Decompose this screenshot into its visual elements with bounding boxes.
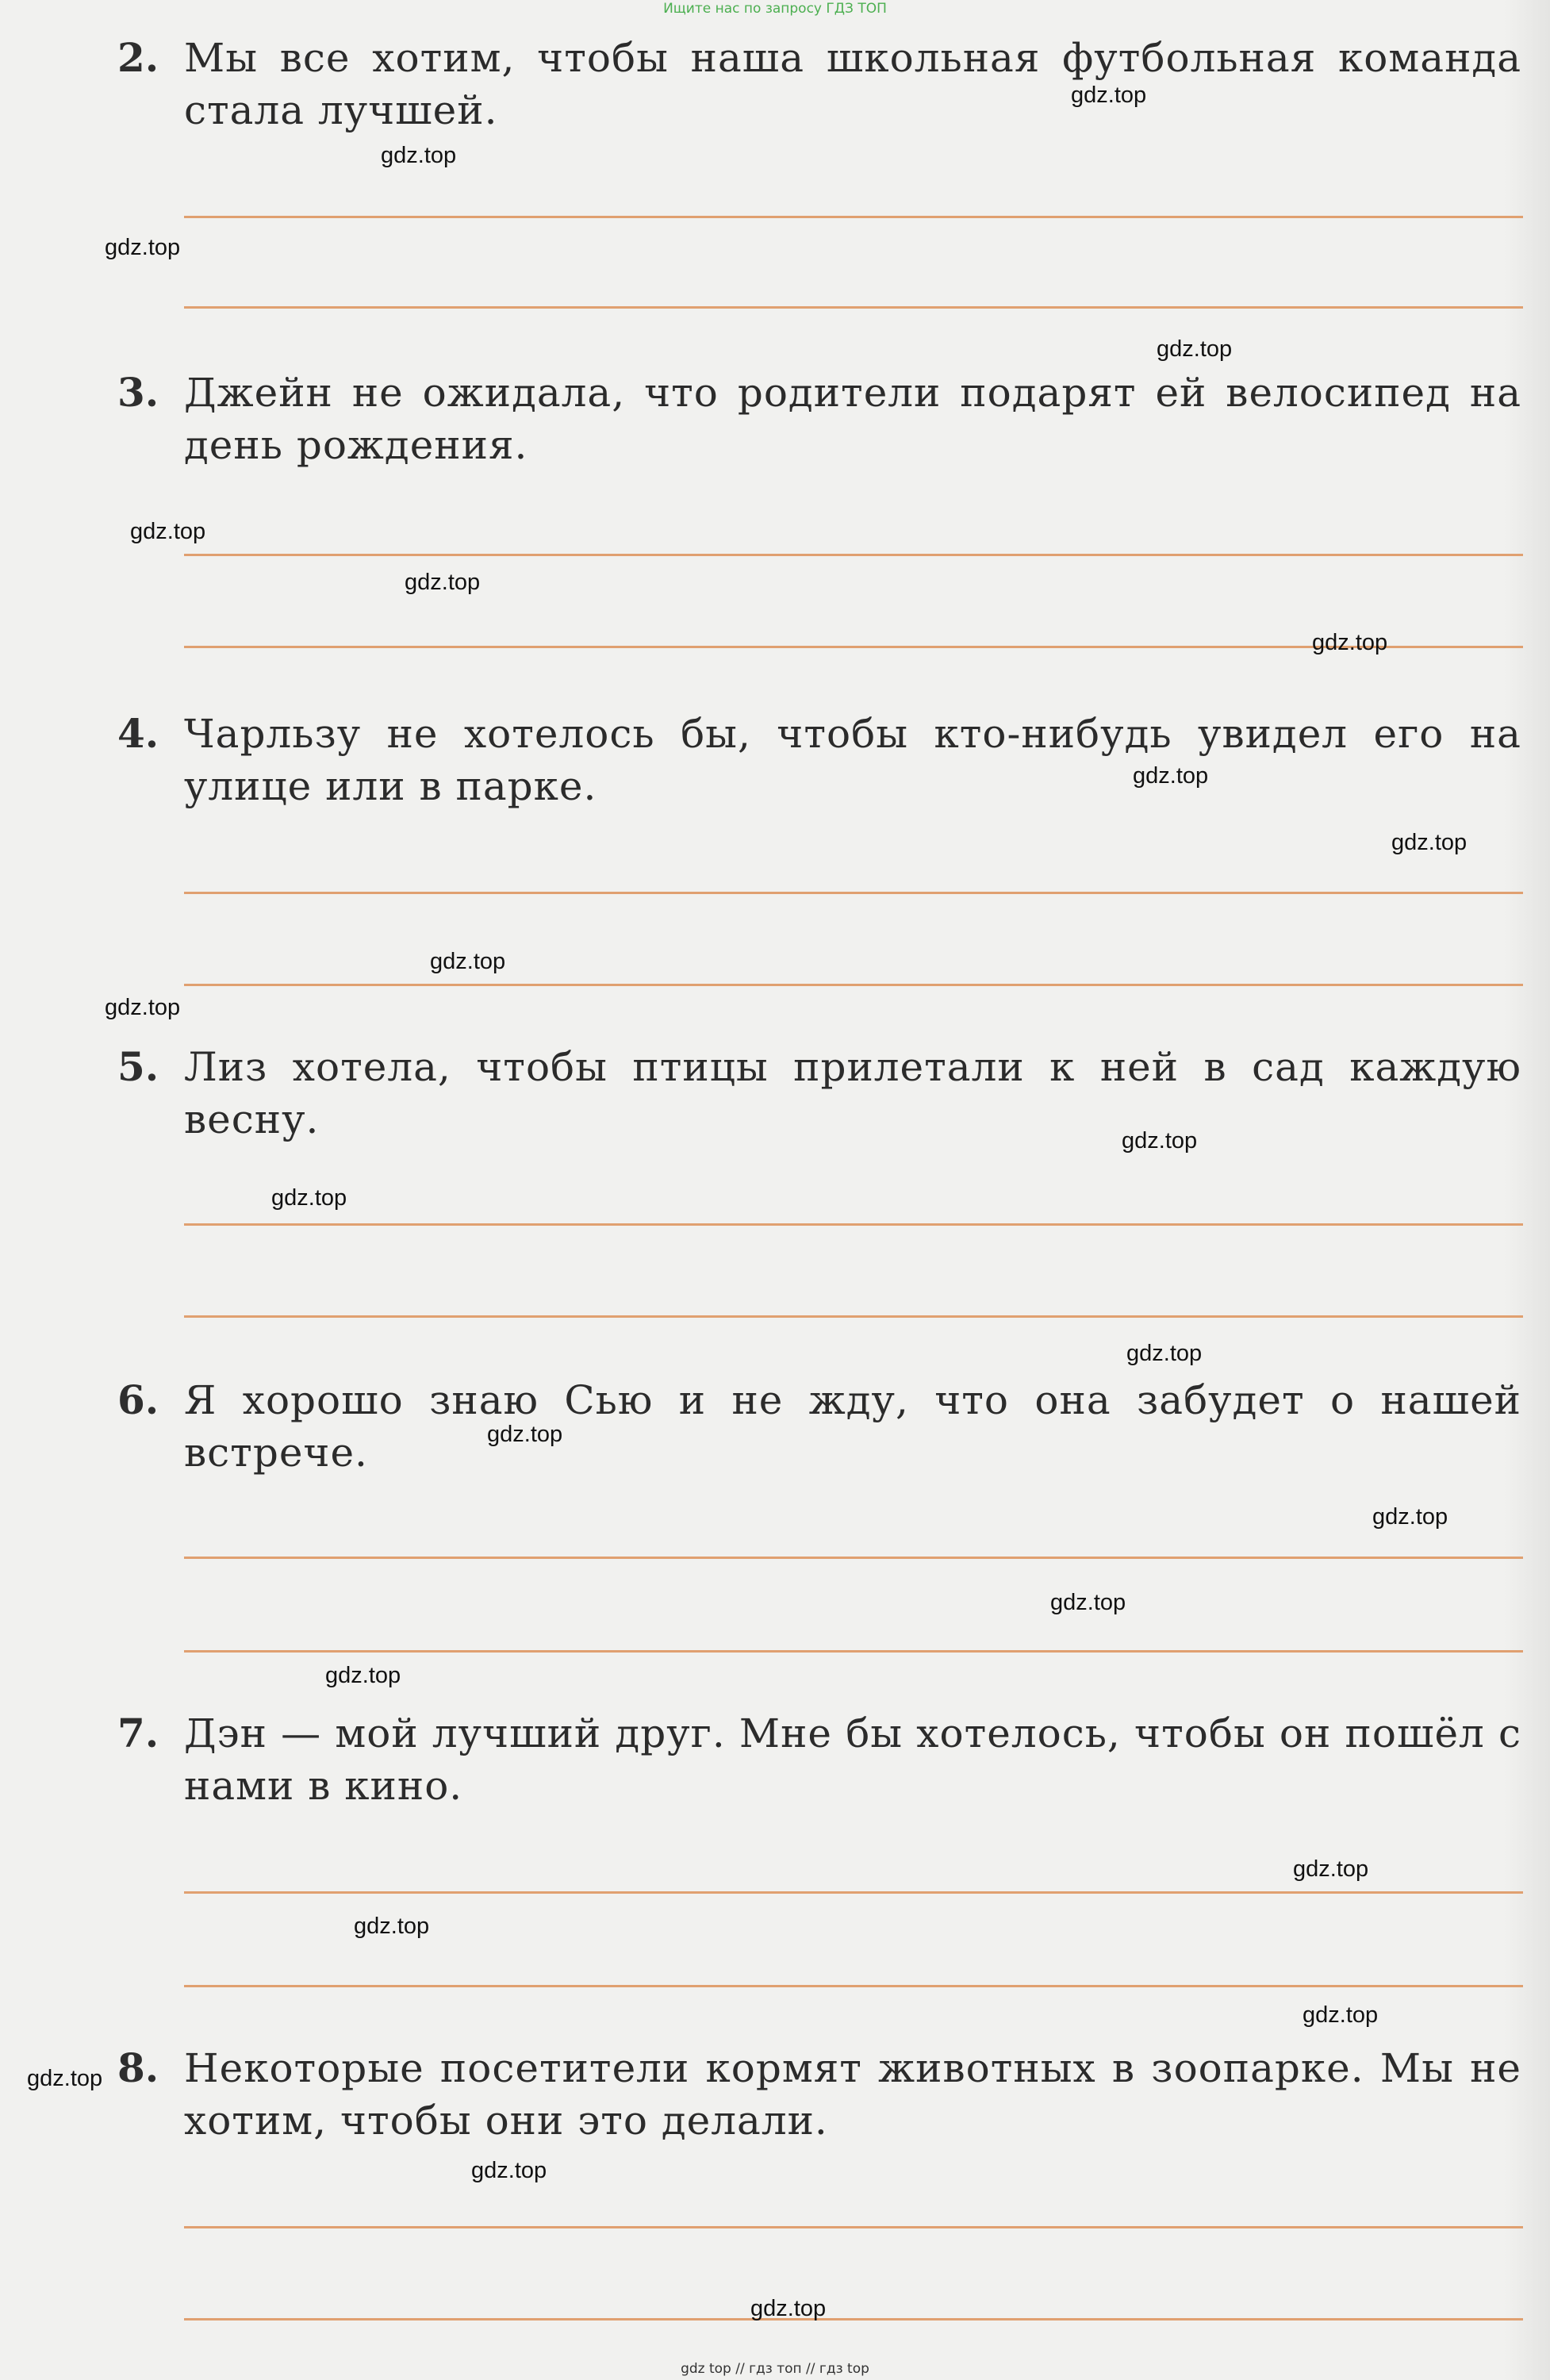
watermark: gdz.top [130, 519, 206, 544]
answer-line[interactable] [184, 1650, 1523, 1653]
watermark: gdz.top [381, 143, 457, 168]
page-edge-shadow [1504, 0, 1550, 2380]
answer-line[interactable] [184, 2226, 1523, 2228]
watermark: gdz.top [471, 2158, 547, 2183]
answer-line[interactable] [184, 892, 1523, 894]
answer-line[interactable] [184, 554, 1523, 556]
watermark: gdz.top [354, 1914, 430, 1939]
exercise-number: 2. [117, 34, 159, 81]
watermark: gdz.top [487, 1422, 563, 1447]
exercise-number: 7. [117, 1710, 159, 1756]
watermark: gdz.top [1157, 336, 1233, 362]
watermark: gdz.top [27, 2066, 103, 2091]
exercise-number: 6. [117, 1376, 159, 1423]
watermark: gdz.top [271, 1185, 347, 1211]
exercise-8 [117, 2042, 1521, 2147]
exercise-5 [117, 1041, 1521, 1146]
watermark: gdz.top [105, 235, 181, 260]
exercise-number: 3. [117, 369, 159, 416]
answer-line[interactable] [184, 1315, 1523, 1318]
footer-note: gdz top // гдз топ // гдз top [681, 2361, 869, 2377]
watermark: gdz.top [1126, 1341, 1203, 1366]
watermark: gdz.top [430, 949, 506, 974]
answer-line[interactable] [184, 1223, 1523, 1226]
exercise-2 [117, 32, 1521, 136]
exercise-6 [117, 1374, 1521, 1479]
answer-line[interactable] [184, 1557, 1523, 1559]
exercise-3 [117, 367, 1521, 471]
exercise-text: Я хорошо знаю Сью и не жду, что она забудет о нашей встрече. [184, 1377, 1521, 1476]
watermark: gdz.top [1312, 630, 1388, 655]
watermark: gdz.top [1391, 830, 1468, 855]
exercise-text: Джейн не ожидала, что родители подарят ей велосипед на день рождения. [184, 370, 1521, 468]
watermark: gdz.top [1122, 1128, 1198, 1154]
watermark: gdz.top [1293, 1856, 1369, 1882]
answer-line[interactable] [184, 2318, 1523, 2320]
watermark: gdz.top [105, 995, 181, 1020]
watermark: gdz.top [1372, 1504, 1448, 1530]
watermark: gdz.top [1133, 763, 1209, 789]
watermark: gdz.top [1050, 1590, 1126, 1615]
exercise-number: 4. [117, 710, 159, 757]
watermark: gdz.top [405, 570, 481, 595]
exercise-number: 8. [117, 2044, 159, 2091]
answer-line[interactable] [184, 1985, 1523, 1987]
answer-line[interactable] [184, 216, 1523, 218]
exercise-number: 5. [117, 1043, 159, 1090]
watermark: gdz.top [1071, 83, 1147, 108]
exercise-text: Мы все хотим, чтобы наша школьная футбольная команда стала лучшей. [184, 35, 1521, 133]
watermark: gdz.top [750, 2296, 827, 2321]
header-note: Ищите нас по запросу ГДЗ ТОП [663, 1, 887, 17]
watermark: gdz.top [1303, 2002, 1379, 2028]
answer-line[interactable] [184, 306, 1523, 309]
exercise-text: Дэн — мой лучший друг. Мне бы хотелось, чтобы он пошёл с нами в кино. [184, 1710, 1521, 1809]
answer-line[interactable] [184, 1891, 1523, 1894]
exercise-text: Чарльзу не хотелось бы, чтобы кто-нибудь увидел его на улице или в парке. [184, 711, 1521, 809]
exercise-4 [117, 708, 1521, 812]
exercise-text: Некоторые посетители кормят животных в зоопарке. Мы не хотим, чтобы они это делали. [184, 2045, 1521, 2144]
exercise-7 [117, 1707, 1521, 1812]
watermark: gdz.top [325, 1663, 401, 1688]
exercise-text: Лиз хотела, чтобы птицы прилетали к ней в сад каждую весну. [184, 1044, 1521, 1142]
answer-line[interactable] [184, 984, 1523, 986]
